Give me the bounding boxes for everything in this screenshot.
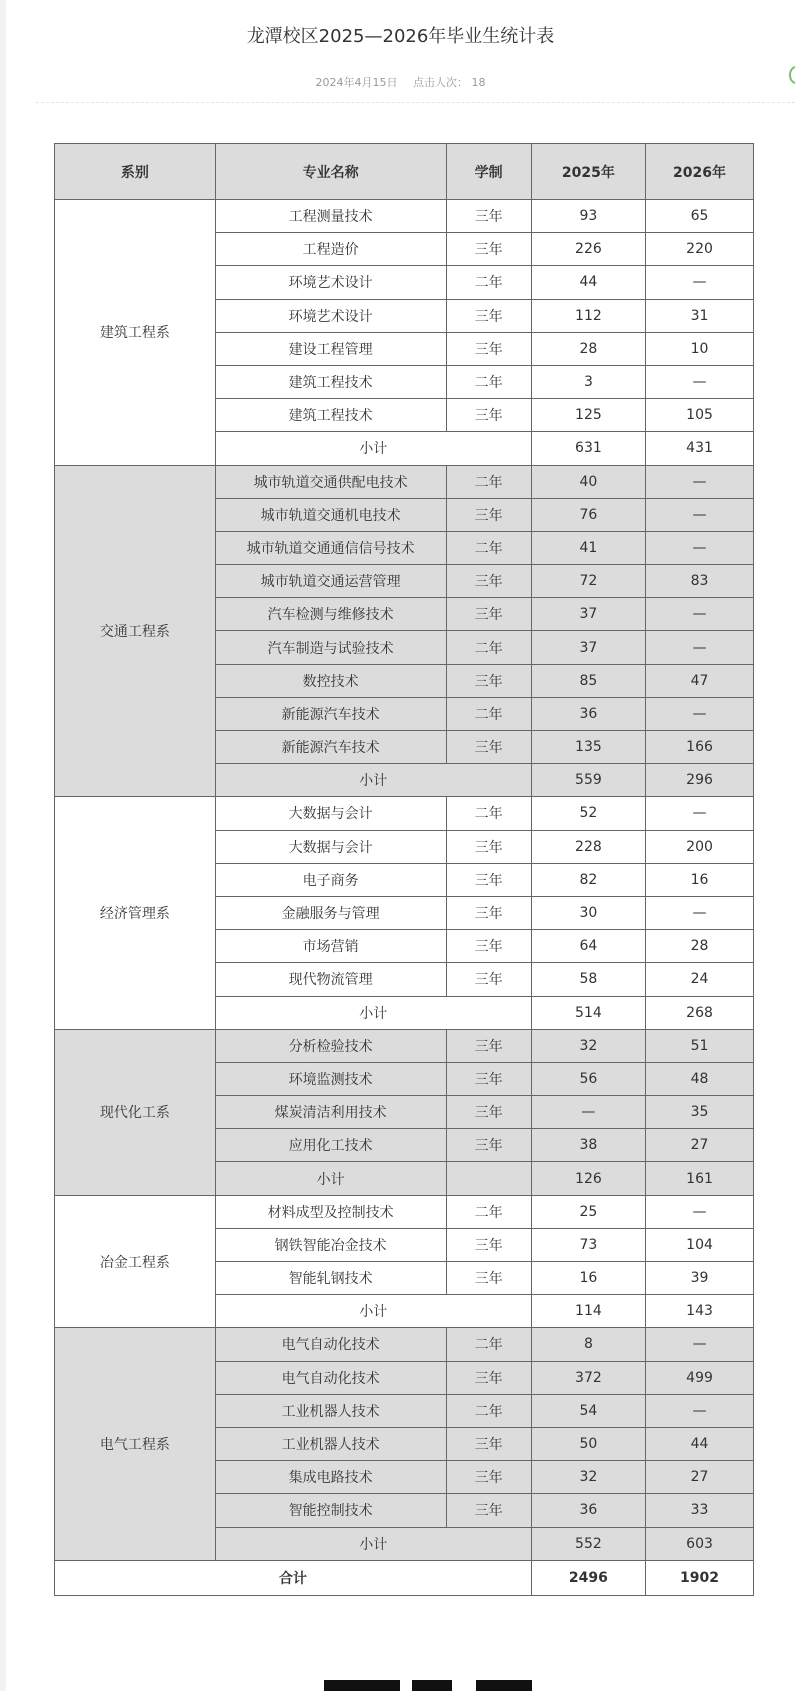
subtotal-2025: 552 [531,1527,645,1560]
graduates-2025: 93 [531,200,645,233]
program-duration: 三年 [446,731,531,764]
table-row [55,797,754,830]
program-duration: 三年 [446,930,531,963]
program-duration: 三年 [446,1096,531,1129]
graduates-2025: 85 [531,664,645,697]
graduates-2026: 65 [646,200,754,233]
graduates-2025: 135 [531,731,645,764]
major-name: 工程测量技术 [215,200,446,233]
department-name: 现代化工系 [55,1029,216,1195]
program-duration: 三年 [446,565,531,598]
bottom-banner [6,1676,795,1691]
graduates-2026: 16 [646,863,754,896]
header-duration: 学制 [446,144,531,200]
subtotal-2026: 603 [646,1527,754,1560]
header-department: 系别 [55,144,216,200]
subtotal-2025: 114 [531,1295,645,1328]
table-body [55,200,754,1596]
program-duration: 三年 [446,233,531,266]
major-name: 分析检验技术 [215,1029,446,1062]
graduates-2026: 33 [646,1494,754,1527]
subtotal-2026: 161 [646,1162,754,1195]
graduates-2026: 83 [646,565,754,598]
banner-fragment [412,1680,452,1691]
graduates-2025: 52 [531,797,645,830]
graduates-2025: 82 [531,863,645,896]
total-2026: 1902 [646,1560,754,1595]
program-duration: 三年 [446,1461,531,1494]
graduates-2025: 73 [531,1228,645,1261]
program-duration: 三年 [446,1262,531,1295]
graduates-2025: 25 [531,1195,645,1228]
department-name: 交通工程系 [55,465,216,797]
graduates-2025: 37 [531,631,645,664]
program-duration: 三年 [446,1062,531,1095]
graduates-2026: 35 [646,1096,754,1129]
graduates-2026: — [646,1328,754,1361]
major-name: 建设工程管理 [215,332,446,365]
major-name: 电子商务 [215,863,446,896]
graduates-2026: — [646,697,754,730]
graduates-2026: 166 [646,731,754,764]
graduates-2025: 64 [531,930,645,963]
graduates-2025: — [531,1096,645,1129]
department-name: 建筑工程系 [55,200,216,466]
graduates-2026: 499 [646,1361,754,1394]
graduates-2026: 31 [646,299,754,332]
table-row [55,1029,754,1062]
page-title: 龙潭校区2025—2026年毕业生统计表 [246,26,555,47]
major-name: 智能控制技术 [215,1494,446,1527]
graduates-2026: 47 [646,664,754,697]
banner-fragment [476,1680,532,1691]
graduates-2025: 372 [531,1361,645,1394]
graduate-stats-table [54,143,754,1596]
program-duration: 三年 [446,1129,531,1162]
major-name: 材料成型及控制技术 [215,1195,446,1228]
subtotal-label: 小计 [215,1295,531,1328]
graduates-2026: 27 [646,1461,754,1494]
program-duration: 三年 [446,896,531,929]
article-page [6,0,795,1691]
major-name: 智能轧钢技术 [215,1262,446,1295]
program-duration: 三年 [446,399,531,432]
view-count [413,76,486,89]
article-meta [6,74,795,90]
subtotal-label: 小计 [215,1162,446,1195]
graduates-2026: 220 [646,233,754,266]
program-duration: 二年 [446,531,531,564]
graduates-2026: — [646,498,754,531]
department-name: 冶金工程系 [55,1195,216,1328]
program-duration: 二年 [446,1195,531,1228]
major-name: 城市轨道交通运营管理 [215,565,446,598]
graduates-2025: 58 [531,963,645,996]
major-name: 汽车制造与试验技术 [215,631,446,664]
graduates-2026: 44 [646,1427,754,1460]
views-value: 18 [471,76,486,89]
graduates-2025: 32 [531,1029,645,1062]
subtotal-2026: 268 [646,996,754,1029]
program-duration: 三年 [446,598,531,631]
table-row [55,200,754,233]
graduates-2026: — [646,1195,754,1228]
graduates-2025: 228 [531,830,645,863]
graduates-2026: 39 [646,1262,754,1295]
graduates-2026: 104 [646,1228,754,1261]
program-duration: 二年 [446,1328,531,1361]
major-name: 电气自动化技术 [215,1328,446,1361]
major-name: 大数据与会计 [215,797,446,830]
major-name: 钢铁智能冶金技术 [215,1228,446,1261]
major-name: 大数据与会计 [215,830,446,863]
program-duration: 三年 [446,498,531,531]
header-major: 专业名称 [215,144,446,200]
program-duration: 三年 [446,1427,531,1460]
graduates-2025: 30 [531,896,645,929]
graduates-2026: 27 [646,1129,754,1162]
major-name: 市场营销 [215,930,446,963]
program-duration: 三年 [446,1029,531,1062]
major-name: 城市轨道交通机电技术 [215,498,446,531]
major-name: 城市轨道交通供配电技术 [215,465,446,498]
graduates-2026: — [646,631,754,664]
graduates-2026: 51 [646,1029,754,1062]
subtotal-label: 小计 [215,996,531,1029]
graduates-2025: 112 [531,299,645,332]
subtotal-blank [446,1162,531,1195]
program-duration: 三年 [446,664,531,697]
graduates-2026: 28 [646,930,754,963]
graduates-2026: — [646,1394,754,1427]
major-name: 环境监测技术 [215,1062,446,1095]
major-name: 工业机器人技术 [215,1427,446,1460]
program-duration: 二年 [446,1394,531,1427]
graduates-2025: 36 [531,1494,645,1527]
graduates-2026: — [646,896,754,929]
graduates-2025: 32 [531,1461,645,1494]
department-name: 经济管理系 [55,797,216,1029]
table-row [55,465,754,498]
graduates-2025: 226 [531,233,645,266]
major-name: 汽车检测与维修技术 [215,598,446,631]
program-duration: 二年 [446,697,531,730]
major-name: 金融服务与管理 [215,896,446,929]
major-name: 数控技术 [215,664,446,697]
graduates-2026: 105 [646,399,754,432]
program-duration: 三年 [446,1494,531,1527]
total-row [55,1560,754,1595]
graduates-2026: 200 [646,830,754,863]
views-label: 点击人次： [413,76,468,89]
graduates-2025: 37 [531,598,645,631]
graduates-2025: 72 [531,565,645,598]
subtotal-label: 小计 [215,764,531,797]
graduates-2026: — [646,365,754,398]
graduates-2025: 28 [531,332,645,365]
graduates-2025: 125 [531,399,645,432]
divider [36,102,795,103]
graduates-2025: 41 [531,531,645,564]
graduates-2025: 56 [531,1062,645,1095]
program-duration: 三年 [446,863,531,896]
total-2025: 2496 [531,1560,645,1595]
major-name: 建筑工程技术 [215,399,446,432]
graduates-2025: 8 [531,1328,645,1361]
graduates-2026: — [646,266,754,299]
subtotal-2026: 296 [646,764,754,797]
graduates-2025: 76 [531,498,645,531]
program-duration: 三年 [446,1361,531,1394]
program-duration: 二年 [446,631,531,664]
graduates-2026: — [646,797,754,830]
table-row [55,1195,754,1228]
table-row [55,1328,754,1361]
subtotal-2025: 126 [531,1162,645,1195]
program-duration: 二年 [446,266,531,299]
major-name: 城市轨道交通通信信号技术 [215,531,446,564]
major-name: 工业机器人技术 [215,1394,446,1427]
program-duration: 二年 [446,465,531,498]
program-duration: 三年 [446,332,531,365]
subtotal-2025: 631 [531,432,645,465]
subtotal-2026: 431 [646,432,754,465]
program-duration: 三年 [446,830,531,863]
graduates-2025: 16 [531,1262,645,1295]
major-name: 环境艺术设计 [215,299,446,332]
major-name: 集成电路技术 [215,1461,446,1494]
program-duration: 三年 [446,963,531,996]
major-name: 环境艺术设计 [215,266,446,299]
graduates-2025: 44 [531,266,645,299]
graduates-2025: 36 [531,697,645,730]
subtotal-2026: 143 [646,1295,754,1328]
graduates-2025: 38 [531,1129,645,1162]
total-label: 合计 [55,1560,532,1595]
major-name: 应用化工技术 [215,1129,446,1162]
graduates-2026: — [646,598,754,631]
major-name: 建筑工程技术 [215,365,446,398]
graduates-2025: 40 [531,465,645,498]
major-name: 现代物流管理 [215,963,446,996]
major-name: 电气自动化技术 [215,1361,446,1394]
graduates-2025: 50 [531,1427,645,1460]
graduates-2026: — [646,531,754,564]
header-2025: 2025年 [531,144,645,200]
graduates-2026: 10 [646,332,754,365]
header-2026: 2026年 [646,144,754,200]
subtotal-2025: 559 [531,764,645,797]
graduates-2025: 54 [531,1394,645,1427]
major-name: 新能源汽车技术 [215,697,446,730]
program-duration: 二年 [446,797,531,830]
major-name: 新能源汽车技术 [215,731,446,764]
banner-fragment [324,1680,400,1691]
program-duration: 三年 [446,1228,531,1261]
major-name: 工程造价 [215,233,446,266]
subtotal-2025: 514 [531,996,645,1029]
graduates-2026: 24 [646,963,754,996]
graduates-2026: — [646,465,754,498]
subtotal-label: 小计 [215,432,531,465]
program-duration: 二年 [446,365,531,398]
department-name: 电气工程系 [55,1328,216,1560]
subtotal-label: 小计 [215,1527,531,1560]
publish-date: 2024年4月15日 [315,76,398,89]
graduates-2026: 48 [646,1062,754,1095]
program-duration: 三年 [446,299,531,332]
graduates-2025: 3 [531,365,645,398]
table-header-row [55,144,754,200]
program-duration: 三年 [446,200,531,233]
major-name: 煤炭清洁利用技术 [215,1096,446,1129]
